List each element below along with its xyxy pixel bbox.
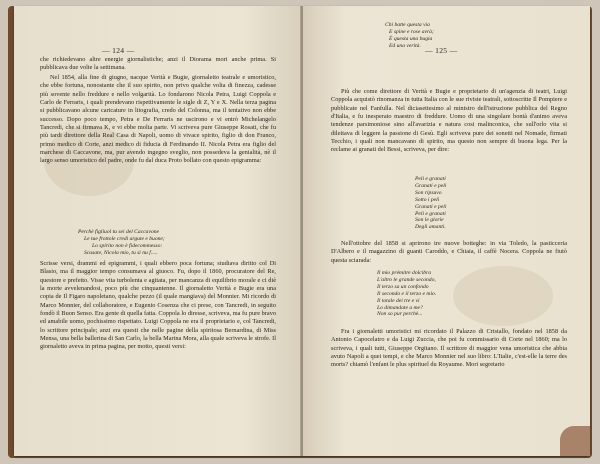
verse-line: Lo dimandate a me? (377, 304, 423, 311)
verse-line: Degli amanti. (415, 224, 446, 231)
verse-line: Le tue frottole credi argute e buone; (84, 235, 165, 242)
right-paragraph-1: Più che come direttore di Verità e Bugie e proprietario di un'agenzia di teatri, Luigi Coppola acquistò rinomanza in tutta Italia con le sue riviste teatrali, sottoscritte Il Pompiere e pubblicate nel Fanfulla. Nel diciasettesimo al ministro dell'istruzione pubblica del Regno d'Italia, e fu inesperato maestro di freddure. Uomo di una singolare bontà d'animo aveva tendenze parsimoniose sino all'avarizia e natura cosi malinconica, che sull'orlo vita si dilettava di leggere la passione di Gesù. Egli scriveva pure dei sonetti nel Nomade, firmati Tecchio, i quali non mancavano di spirito, ma questo non sempre di buona lega. Per la reclame ai granati del Bessi, scriveva, per dire: (331, 88, 567, 154)
verse-line: Peli e granati (415, 176, 446, 182)
right-page (303, 6, 590, 456)
verse-line: Il secondo e il terzo e mio. (377, 290, 437, 297)
verse-line: Perchè figliuol tu sei del Caccavone (78, 229, 160, 235)
verse-line: L'altro le grande secondo, (377, 276, 436, 283)
verse-line: Il mio prèmitre dolcibra (377, 270, 432, 276)
right-page-number: — 125 — (425, 46, 458, 55)
right-mid-verse (415, 176, 446, 231)
verse-line: Chi batte questa via (385, 22, 430, 28)
left-epigram (78, 229, 165, 257)
verse-line: Scusate, Nicola mio, tu sì nu f..... (84, 249, 158, 256)
holding-thumb (560, 426, 590, 456)
right-paragraph-2: Nell'ottobre del 1858 si aprirono tre nuove botteghe: in via Toledo, la pasticceria D'Albero e il magazzino di guanti Caroddo, e Chiaia, il caffè Nocera. Coppola ne fiutò questa sciarada: (331, 240, 567, 264)
right-top-verse (385, 22, 434, 50)
verse-line: E spine e rose avrà; (389, 28, 434, 35)
open-book (14, 6, 590, 456)
right-paragraph-3: Fra i giornaletti umoristici mi ricordato il Palazzo di Cristallo, fondato nel 1858 da Antonio Capocelatro e da Luigi Zuccia, che poi fu commissario di Corte nel 1860; ma lo scriveva, i quali tutti, Giuseppe Orgitano. Il scrittore di maggior vena umoristica che abbia avuto Napoli a quei tempi, e che Marco Monnier nel suo libro: L'Italie, c'est-elle la terre des morts? chiamò l'enfant le plus spirituel du Royaume. Mori segretario (331, 328, 567, 369)
verse-line: Il totale dei tre e vi (377, 297, 420, 304)
left-paragraph-1: che richiedevano altre energie giornalistiche; anzi il Diorama mori anche prima. Si pubblicava due volte la settimana. (40, 56, 276, 72)
verse-line: Son le glorie (415, 217, 444, 224)
verse-line: Peli e granati (415, 210, 446, 217)
verse-line: Sotto i peli (415, 196, 440, 203)
left-page (14, 6, 301, 456)
verse-line: Son ripsuvo (415, 189, 442, 196)
verse-line: Lo spirito non è fidecommesso: (92, 242, 163, 249)
left-page-number: — 124 — (102, 46, 135, 55)
right-charade-verse (377, 270, 436, 318)
verse-line: È questa una bugia (389, 35, 433, 42)
left-paragraph-2: Nel 1854, alla fine di giugno, nacque Verità e Bugie, giornaletto teatrale e umoristico, che ebbe fortuna, nonostante che il suo spirito, non privo qualche volta di finezza, cadesse più sovente nello freddure e nello volgarità. Lo fondarono Nicola Petra, Luigi Coppola e Carlo de Ferraris, i quali prendevano rispettivamente le sigle di Z, Y e X. Nella terza pagina si pubblicavano alcune caricature in litografia, credo del Colonna, ma il tentativo non ebbe successo. Dopo poco tempo, Petra e De Ferraris ne uscirono e vi entrò Michelangelo Tancredi, che si firmava K, e vi ebbe molta parte. Vi scriveva pure Giuseppe Rosati, che fu più tardi direttore della Real Casa di Napoli, uomo di vivace spirito, figlio di don Franco, primo medico di Corte, anzi medico di fiducia di Ferdinando II. Nicola Petra era figlio del marchese di Caccavone, ma, pur avendo ingegno sveglio, non possedeva la genialità, nè il largo senso umoristico del padre, onde fu dal duca Proto bollato con questo epigramma: (40, 74, 276, 165)
left-paragraph-3: Scrisse versi, drammi ed epigrammi, i quali ebbero poca fortuna; studiava diritto col Di Blasio, ma il maggior tempo consumava al giuoco. Fu, dopo il 1860, procuratore del Re, questore e prefetto. Visse vita turbolenta e agitata, per mancanza di equilibrio morale e ci diè la morte avvelenandosi, poco più che cinquantenne. Il giornaletto Verità e Bugie era una copia de Il Figaro napoletano, qualche pezzo (il quale mangiava) del Monnier. Mi ricordo di Marco Monnier, del collaboratore, e Eugenio Cosenza che ci prese, con Tancredi, in seguito fondò il Buon Senso. Era gente di quella fatta. Coppola lo diresse, scriveva, ma fu pure bravo ed amabile uomo, pochissimo rispettato. Luigi Coppola ne era il proprietario e, col Tancredi, lo scrittore principale; anzi era questi che nelle pagine della spiritosa Bernardina, di Miss Mensa, una bella ballerina di San Carlo, la bella Marina Mora, alla quale scriveva le strofe. Il giornaletto aveva in prima pagina, per motto, questi versi: (40, 260, 276, 351)
verse-line: Granati e peli (415, 182, 447, 189)
verse-line: Ed una verità. (389, 42, 421, 49)
verse-line: Non so pur perchè... (377, 311, 423, 318)
paper-stain (453, 266, 553, 326)
verse-line: Il terzo sa un confondo (377, 283, 429, 290)
verse-line: Granati e peli (415, 203, 447, 210)
